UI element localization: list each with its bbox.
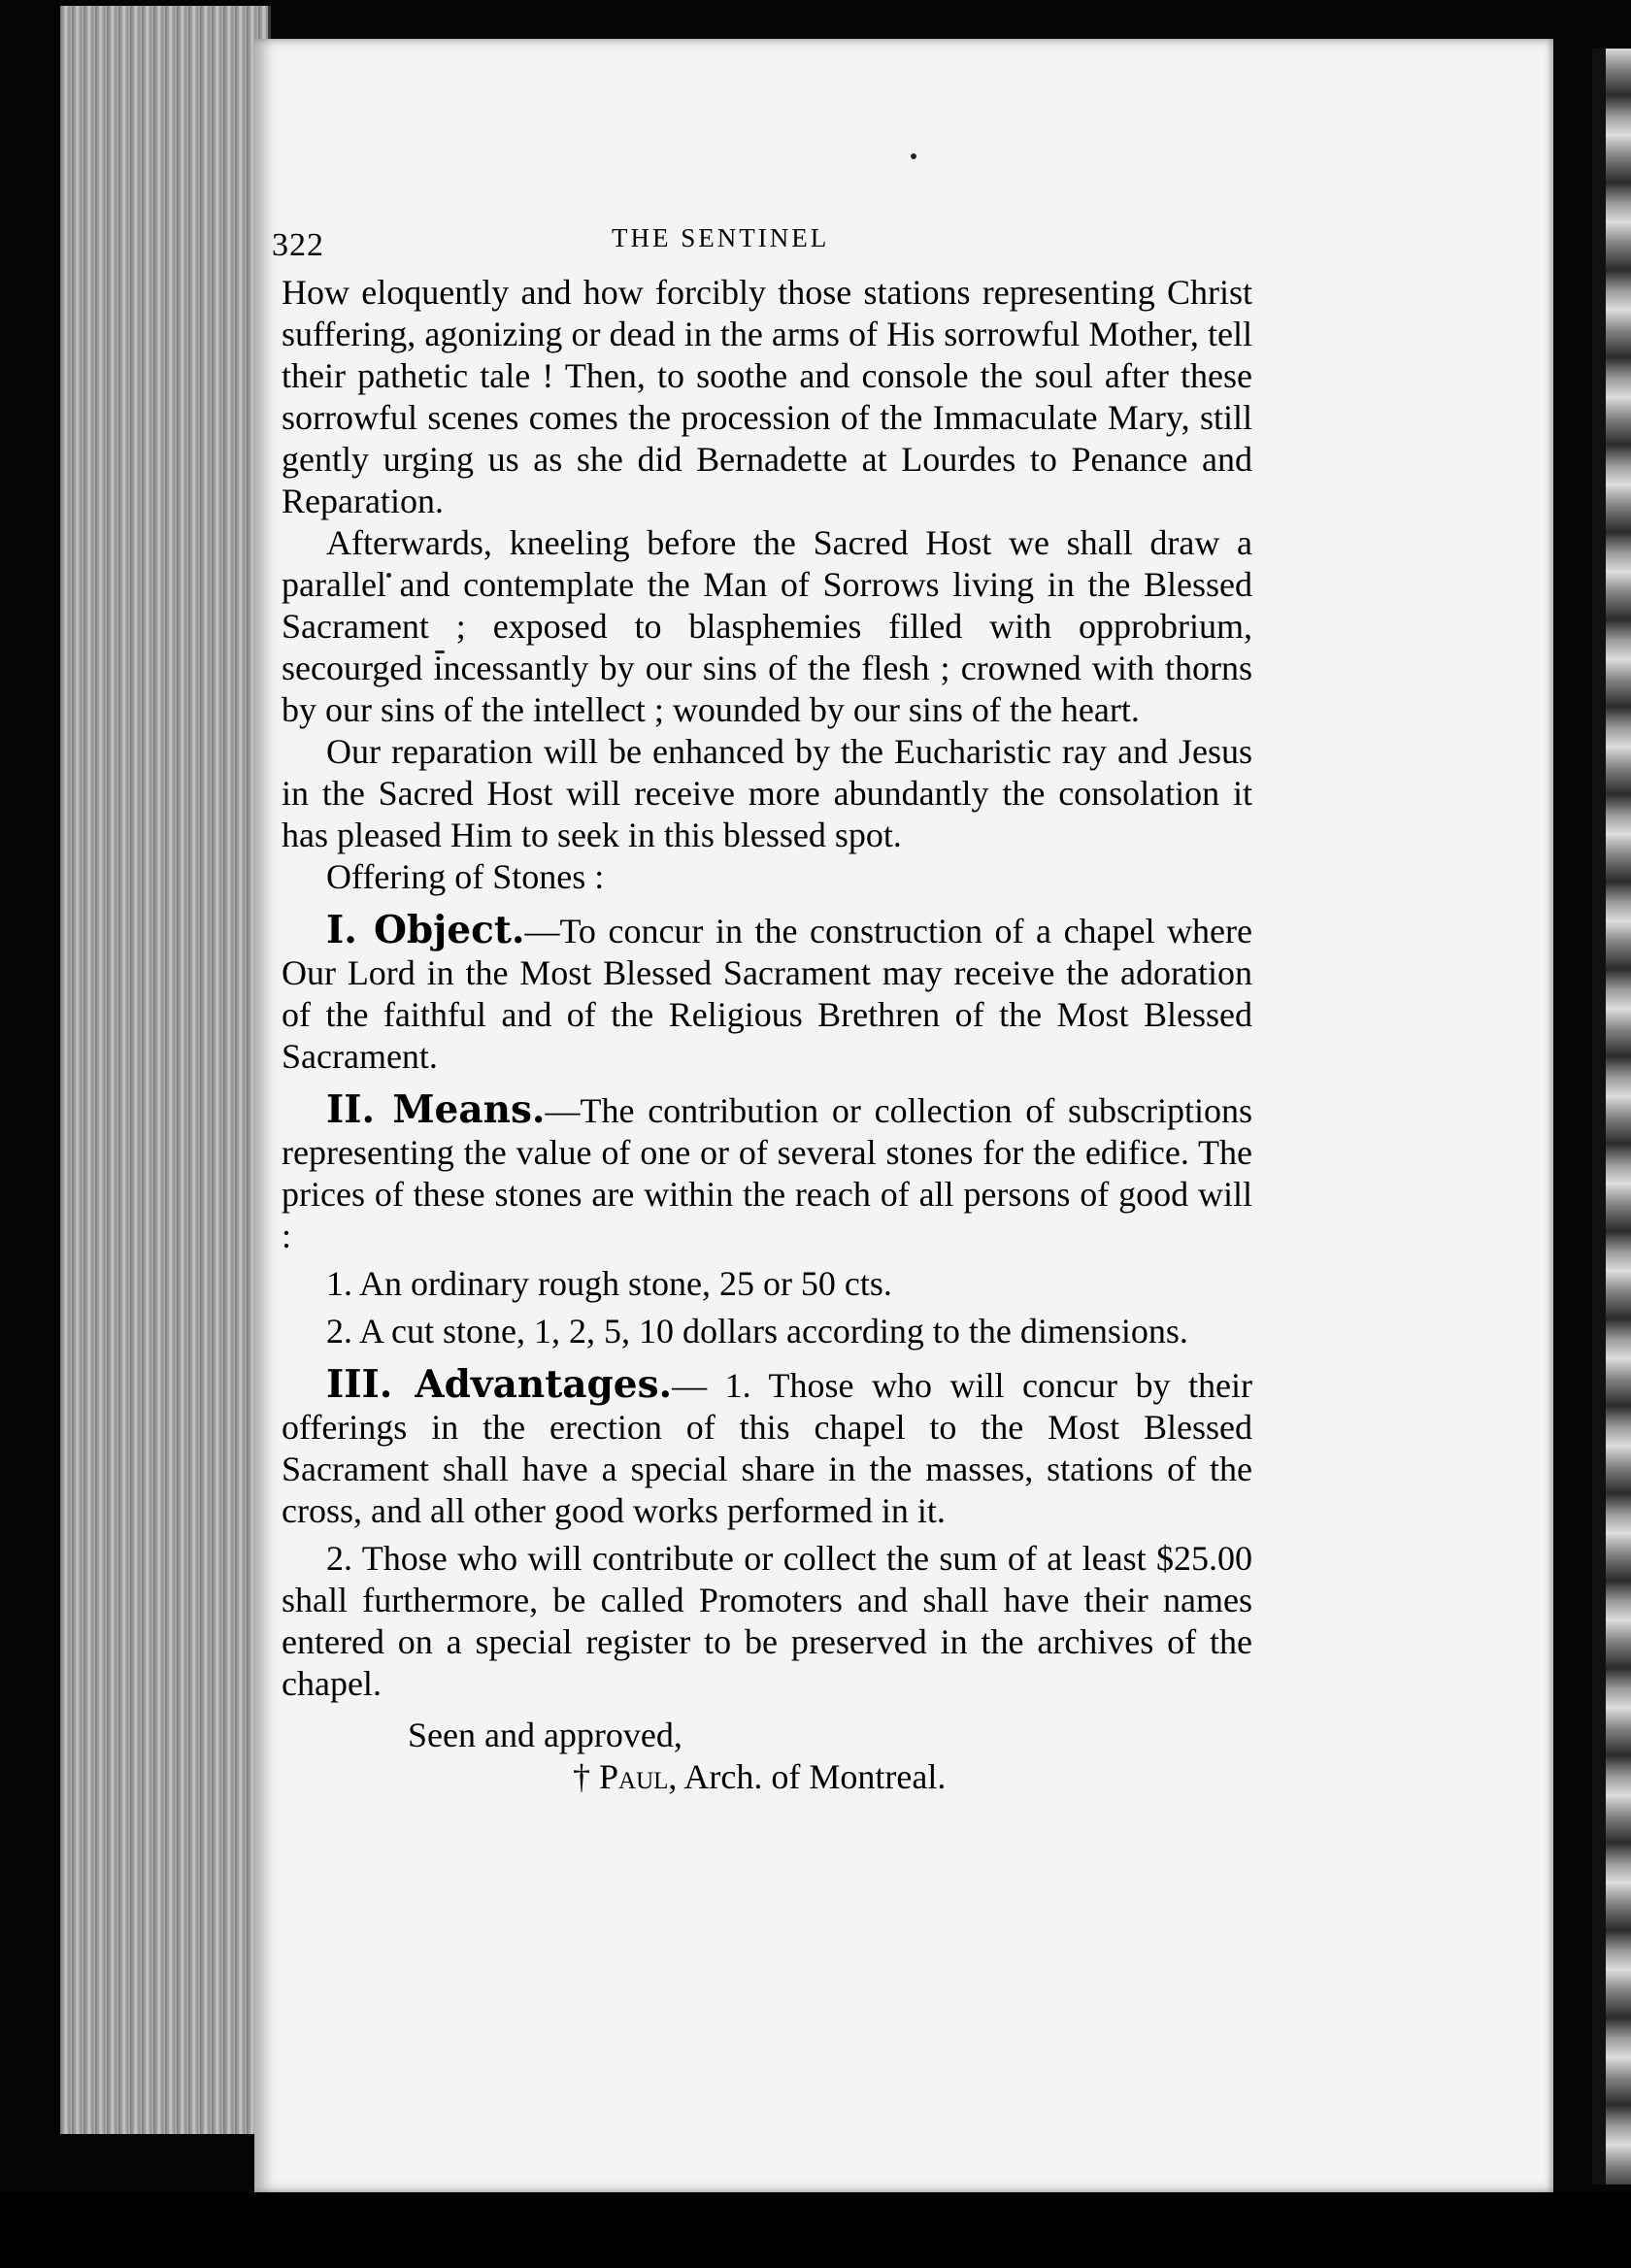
means-item-cut-stone: 2. A cut stone, 1, 2, 5, 10 dollars according to the dimensions. [326,1312,1188,1351]
means-item-rough-stone: 1. An ordinary rough stone, 25 or 50 cts. [326,1264,892,1303]
advantages-item-promoters: 2. Those who will contribute or collect the sum of at least $25.00 shall furthermore, be called Promoters and shall have their names entered on a special register to be preserved in the archives of the chapel. [282,1539,1252,1703]
facing-page-edge [1592,49,1631,2185]
approval-block [282,1715,1252,1798]
running-head [272,194,1146,262]
signature-line [282,1756,1252,1798]
paragraph-reparation: Our reparation will be enhanced by the Eucharistic ray and Jesus in the Sacred Host will receive more abundantly the consolation it has pleased Him to seek in this blessed spot. [282,732,1252,854]
section-advantages [282,1364,1252,1532]
object-heading: I. Object. [326,908,525,952]
page-body [282,272,1252,1798]
page-number: 322 [272,227,324,263]
paragraph-stations: How eloquently and how forcibly those stations representing Christ suffering, agonizing or dead in the arms of His sorrowful Mother, tell their pathetic tale ! Then, to soothe and console the soul after these sorrowful scenes comes the procession of the Immaculate Mary, still gently urging us as she did Bernadette at Lourdes to Penance and Reparation. [282,273,1252,520]
running-title: THE SENTINEL [612,223,830,252]
section-means [282,1089,1252,1257]
object-text: —To concur in the construction of a chapel where Our Lord in the Most Blessed Sacrament may receive the adoration of the faithful and of the Religious Brethren of the Most Blessed Sacrament. [282,912,1252,1076]
bottom-shadow [0,2192,1631,2268]
advantages-heading: III. Advantages. [326,1362,673,1407]
means-heading: II. Means. [326,1087,546,1132]
paragraph-offering-of-stones: Offering of Stones : [326,857,605,896]
signer-name: Paul, [599,1757,678,1796]
signer-title: Arch. of Montreal. [683,1757,947,1796]
dagger-mark: † [573,1757,590,1796]
advantages-text: — 1. Those who will concur by their offerings in the erection of this chapel to the Most Blessed Sacrament shall have a special share in the masses, stations of the cross, and all other good works performed in it. [282,1366,1252,1530]
approval-line: Seen and approved, [408,1716,682,1754]
ink-speck [911,153,916,159]
paragraph-afterwards: Afterwards, kneeling before the Sacred Host we shall draw a parallel and contemplate the Man of Sorrows living in the Blessed Sacrament ; exposed to blasphemies filled with opprobrium, secourged incessantly by our sins of the flesh ; crowned with thorns by our sins of the intellect ; wounded by our sins of the heart. [282,523,1252,729]
stacked-page-edges [60,6,271,2134]
section-object [282,910,1252,1078]
means-text: —The contribution or collection of subscriptions representing the value of one or of several stones for the edifice. The prices of these stones are within the reach of all persons of good will : [282,1091,1252,1255]
